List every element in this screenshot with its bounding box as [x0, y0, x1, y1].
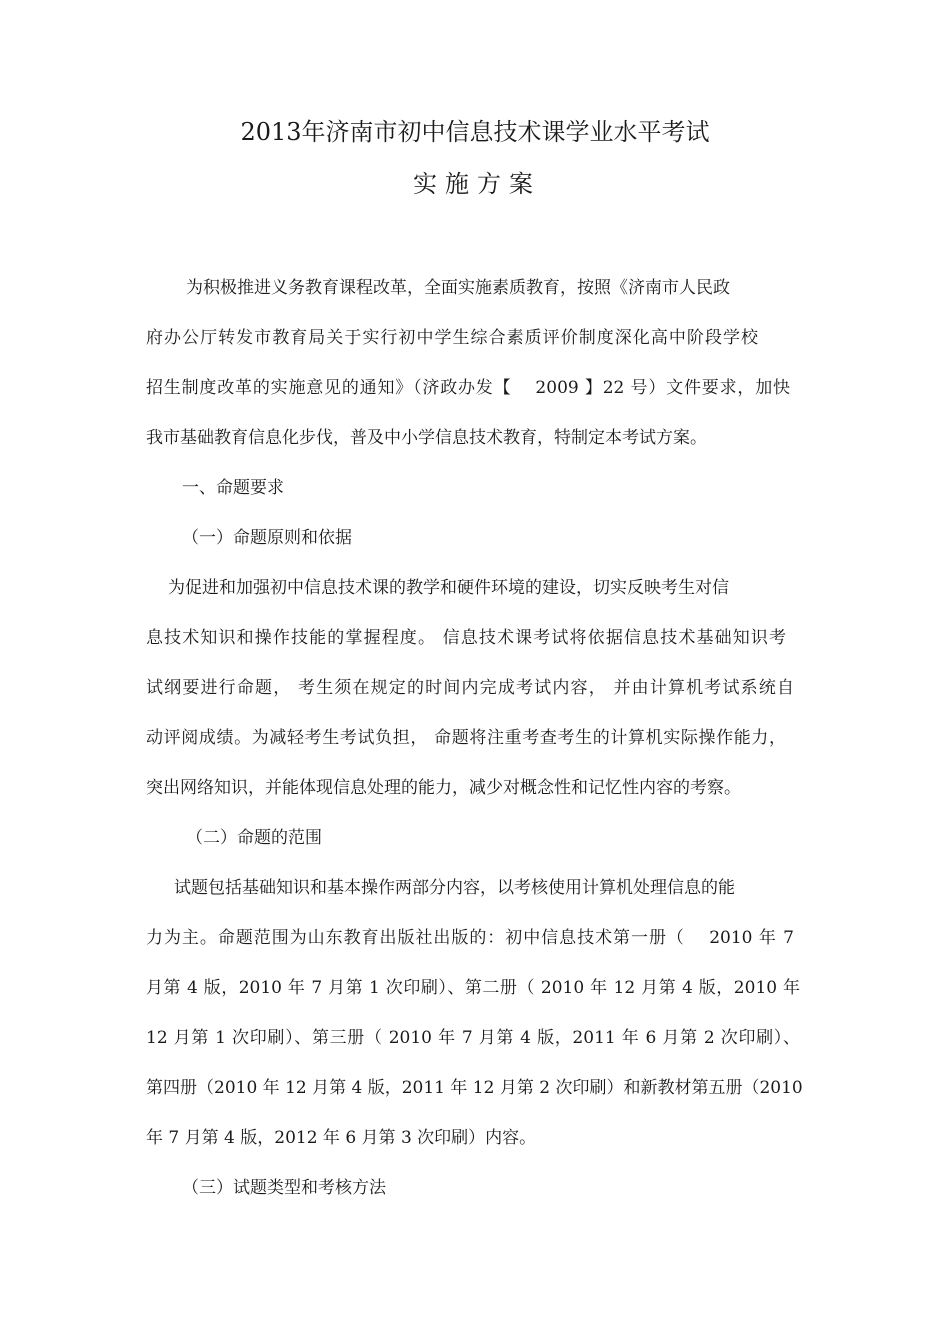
- paragraph-3-line-6: 年 7 月第 4 版，2012 年 6 月第 3 次印刷）内容。: [146, 1128, 537, 1148]
- paragraph-1-line-1: 为积极推进义务教育课程改革，全面实施素质教育，按照《济南市人民政: [186, 278, 730, 298]
- subsection-heading-1: （一）命题原则和依据: [182, 528, 352, 548]
- paragraph-2-line-5: 突出网络知识，并能体现信息处理的能力，减少对概念性和记忆性内容的考察。: [146, 778, 741, 798]
- document-title: 2013年济南市初中信息技术课学业水平考试: [240, 118, 710, 146]
- section-heading-1: 一、命题要求: [182, 478, 284, 498]
- document-subtitle: 实施方案: [413, 170, 541, 198]
- paragraph-2-line-1: 为促进和加强初中信息技术课的教学和硬件环境的建设，切实反映考生对信: [168, 578, 729, 598]
- paragraph-3-line-4: 12 月第 1 次印刷）、第三册（ 2010 年 7 月第 4 版，2011 年 6 月第 2 次印刷）、: [146, 1028, 800, 1048]
- paragraph-3-line-5: 第四册（2010 年 12 月第 4 版，2011 年 12 月第 2 次印刷）和新教材第五册（2010: [146, 1078, 803, 1098]
- paragraph-1-line-4: 我市基础教育信息化步伐，普及中小学信息技术教育，特制定本考试方案。: [146, 428, 707, 448]
- paragraph-2-line-4: 动评阅成绩。为减轻考生考试负担， 命题将注重考查考生的计算机实际操作能力，: [146, 728, 786, 748]
- paragraph-3-line-1: 试题包括基础知识和基本操作两部分内容，以考核使用计算机处理信息的能: [174, 878, 735, 898]
- subsection-heading-3: （三）试题类型和考核方法: [182, 1178, 386, 1198]
- paragraph-2-line-3: 试纲要进行命题， 考生须在规定的时间内完成考试内容， 并由计算机考试系统自: [146, 678, 794, 698]
- subsection-heading-2: （二）命题的范围: [186, 828, 322, 848]
- paragraph-1-line-3: 招生制度改革的实施意见的通知》（济政办发【 2009 】22 号）文件要求，加快: [146, 378, 790, 398]
- paragraph-3-line-3: 月第 4 版，2010 年 7 月第 1 次印刷）、第二册（ 2010 年 12 月第 4 版，2010 年: [146, 978, 800, 998]
- paragraph-1-line-2: 府办公厅转发市教育局关于实行初中学生综合素质评价制度深化高中阶段学校: [146, 328, 758, 348]
- paragraph-3-line-2: 力为主。命题范围为山东教育出版社出版的：初中信息技术第一册（ 2010 年 7: [146, 928, 794, 948]
- paragraph-2-line-2: 息技术知识和操作技能的掌握程度。 信息技术课考试将依据信息技术基础知识考: [146, 628, 786, 648]
